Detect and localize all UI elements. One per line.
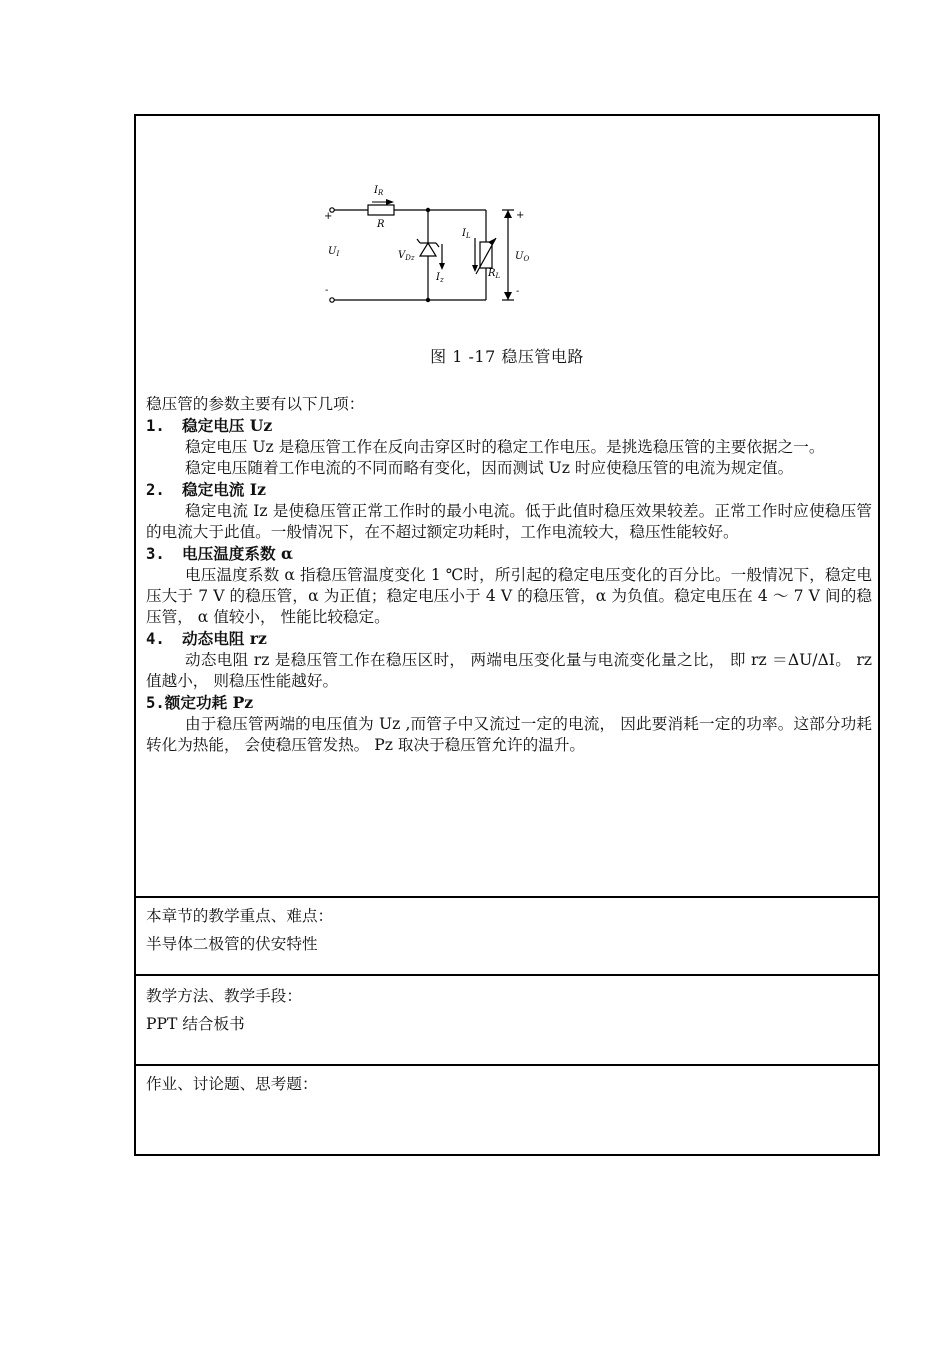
row-divider [136,896,878,898]
section-heading-2: 2. 稳定电流 Iz [146,480,266,499]
homework-label: 作业、讨论题、思考题： [146,1075,318,1093]
label-minus-right: - [516,286,520,297]
section-heading-1: 1. 稳定电压 Uz [146,416,273,435]
paragraph: 稳定电压随着工作电流的不同而略有变化，因而测试 Uz 时应使稳压管的电流为规定值。 [185,459,794,477]
label-uo: $U_O$ [515,251,530,263]
figure-caption: 图 1 -17 稳压管电路 [430,347,584,366]
row-divider [136,1064,878,1066]
focus-cell [146,902,333,958]
label-iz: $I_z$ [436,272,444,284]
section-heading-5: 5.额定功耗 Pz [146,693,254,712]
label-ir: $I_R$ [374,185,384,197]
paragraph: 由于稳压管两端的电压值为 Uz ,而管子中又流过一定的电流， 因此要消耗一定的功率。这部分功耗转化为热能， 会使稳压管发热。 Pz 取决于稳压管允许的温升。 [146,715,872,754]
focus-value: 半导体二极管的伏安特性 [146,935,318,953]
label-il: $I_L$ [462,228,471,240]
label-r: R [377,219,385,230]
paragraph: 动态电阻 rz 是稳压管工作在稳压区时， 两端电压变化量与电流变化量之比， 即 rz ＝ΔU/ΔI。 rz 值越小， 则稳压性能越好。 [146,651,872,690]
label-minus-left: - [325,285,329,296]
method-value: PPT 结合板书 [146,1015,245,1033]
paragraph: 稳定电压 Uz 是稳压管工作在反向击穿区时的稳定工作电压。是挑选稳压管的主要依据之一。 [185,438,825,456]
label-ui: $U_I$ [328,246,340,258]
lesson-table [134,114,880,1156]
zener-regulator-circuit-diagram [316,172,576,312]
label-plus-right: + [516,210,525,221]
label-plus-left: + [324,211,333,222]
row-divider [136,974,878,976]
paragraph: 稳定电流 Iz 是使稳压管正常工作时的最小电流。低于此值时稳压效果较差。正常工作时应使稳压管的电流大于此值。一般情况下，在不超过额定功耗时，工作电流较大，稳压性能较好。 [146,502,872,541]
method-label: 教学方法、教学手段： [146,987,302,1005]
content-cell [136,116,878,896]
label-vdz: $V_{Dz}$ [398,250,415,262]
homework-cell [146,1070,318,1098]
intro-text: 稳压管的参数主要有以下几项： [146,395,365,413]
label-rl: $R_L$ [488,268,501,280]
focus-label: 本章节的教学重点、难点： [146,907,334,925]
method-cell [146,982,302,1038]
paragraph: 电压温度系数 α 指稳压管温度变化 1 ℃时，所引起的稳定电压变化的百分比。一般情况下，稳定电压大于 7 V 的稳压管，α 为正值；稳定电压小于 4 V 的稳压管，α 为负值。稳定电压在 4 ～ 7 V 间的稳压管， α 值较小， 性能比较稳定。 [146,566,872,626]
section-heading-3: 3. 电压温度系数 α [146,544,293,563]
parameter-text [146,394,872,756]
section-heading-4: 4. 动态电阻 rz [146,629,267,648]
